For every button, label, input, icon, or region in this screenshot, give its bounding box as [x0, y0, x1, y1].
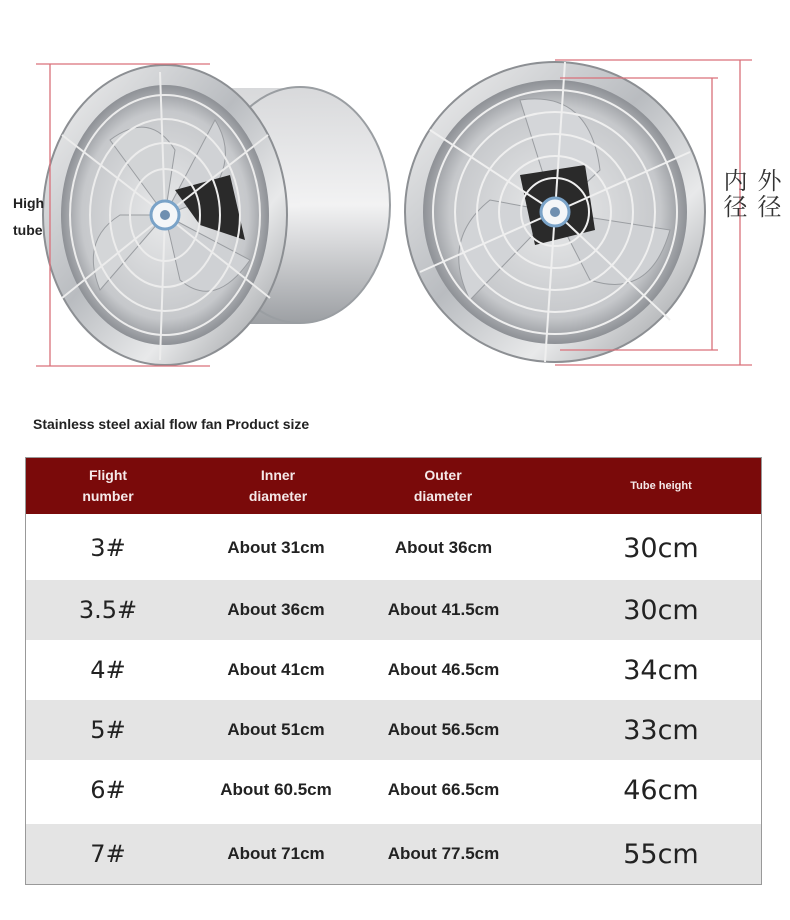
cell-flight-number: 3# [90, 534, 126, 562]
fan-illustration [0, 0, 790, 390]
header-inner-diameter: Inner diameter [248, 467, 308, 504]
cell-outer-diameter: About 41.5cm [387, 600, 500, 619]
table-row [26, 580, 761, 640]
cell-inner-diameter: About 31cm [227, 538, 325, 557]
outer-diameter-cn-label: 外径 [753, 168, 781, 220]
inner-diameter-cn-label: 内径 [719, 168, 747, 220]
cell-outer-diameter: About 46.5cm [387, 660, 500, 679]
cell-inner-diameter: About 60.5cm [220, 780, 332, 799]
cell-outer-diameter: About 66.5cm [387, 780, 500, 799]
cell-tube-height: 30cm [623, 594, 699, 626]
cell-tube-height: 46cm [623, 774, 699, 806]
table-row [26, 760, 761, 820]
cell-inner-diameter: About 41cm [227, 660, 325, 679]
cell-flight-number: 5# [90, 716, 126, 744]
high-tube-label-line2: tube [13, 222, 43, 238]
cell-outer-diameter: About 77.5cm [387, 844, 500, 863]
cell-outer-diameter: About 36cm [394, 538, 493, 557]
size-table [25, 457, 762, 885]
high-tube-label [13, 190, 44, 244]
cell-tube-height: 34cm [623, 654, 699, 686]
cell-tube-height: 30cm [623, 532, 699, 564]
high-tube-label-line1: High [13, 195, 45, 211]
table-row [26, 700, 761, 760]
cell-tube-height: 55cm [623, 838, 699, 870]
cell-inner-diameter: About 51cm [227, 720, 325, 739]
cell-flight-number: 7# [90, 840, 126, 868]
cell-flight-number: 4# [90, 656, 126, 684]
cell-outer-diameter: About 56.5cm [387, 720, 500, 739]
fan-side-view [43, 65, 390, 365]
cell-tube-height: 33cm [623, 714, 699, 746]
product-photos [0, 0, 790, 390]
table-header [26, 458, 761, 514]
cell-inner-diameter: About 71cm [227, 844, 325, 863]
cell-inner-diameter: About 36cm [227, 600, 325, 619]
cell-flight-number: 6# [90, 776, 126, 804]
header-tube-height: Tube height [630, 479, 692, 492]
product-size-caption: Stainless steel axial flow fan Product size [33, 416, 310, 432]
header-outer-diameter: Outer diameter [413, 467, 473, 504]
fan-front-view [405, 62, 705, 362]
cell-flight-number: 3.5# [78, 596, 138, 624]
table-row [26, 518, 761, 578]
table-row [26, 824, 761, 884]
table-row [26, 640, 761, 700]
header-flight-number: Flight number [82, 467, 134, 504]
